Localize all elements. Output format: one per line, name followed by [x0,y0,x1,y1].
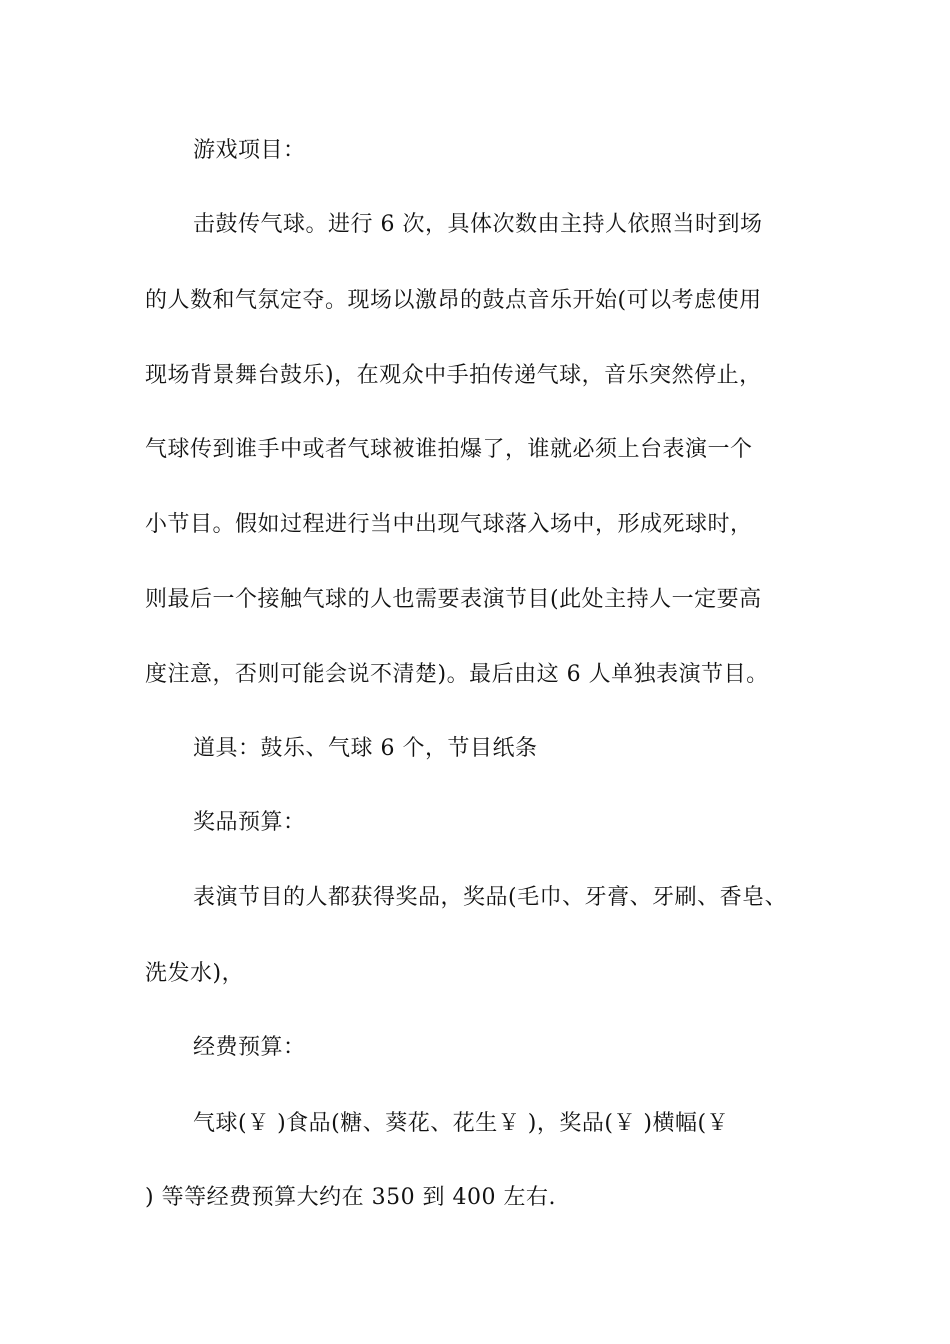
paragraph-line: 度注意，否则可能会说不清楚)。最后由这 6 人单独表演节目。 [145,662,769,687]
heading-expense-budget: 经费预算： [193,1035,306,1060]
heading-game-items: 游戏项目： [193,138,306,163]
paragraph-line: 现场背景舞台鼓乐)，在观众中手拍传递气球，音乐突然停止， [145,363,762,388]
paragraph-line: 气球传到谁手中或者气球被谁拍爆了，谁就必须上台表演一个 [145,437,753,462]
props-line: 道具：鼓乐、气球 6 个，节目纸条 [193,736,538,761]
paragraph-line: 气球(￥ )食品(糖、葵花、花生￥ )，奖品(￥ )横幅(￥ [193,1111,730,1136]
paragraph-line: ) 等等经费预算大约在 350 到 400 左右. [145,1185,557,1210]
paragraph-line: 表演节目的人都获得奖品，奖品(毛巾、牙膏、牙刷、香皂、 [193,885,788,910]
paragraph-line: 洗发水)， [145,961,245,986]
paragraph-line: 则最后一个接触气球的人也需要表演节目(此处主持人一定要高 [145,587,762,612]
paragraph-line: 的人数和气氛定夺。现场以激昂的鼓点音乐开始(可以考虑使用 [145,288,762,313]
paragraph-line: 小节目。假如过程进行当中出现气球落入场中，形成死球时， [145,512,753,537]
heading-prize-budget: 奖品预算： [193,810,306,835]
paragraph-line: 击鼓传气球。进行 6 次，具体次数由主持人依照当时到场 [193,212,763,237]
